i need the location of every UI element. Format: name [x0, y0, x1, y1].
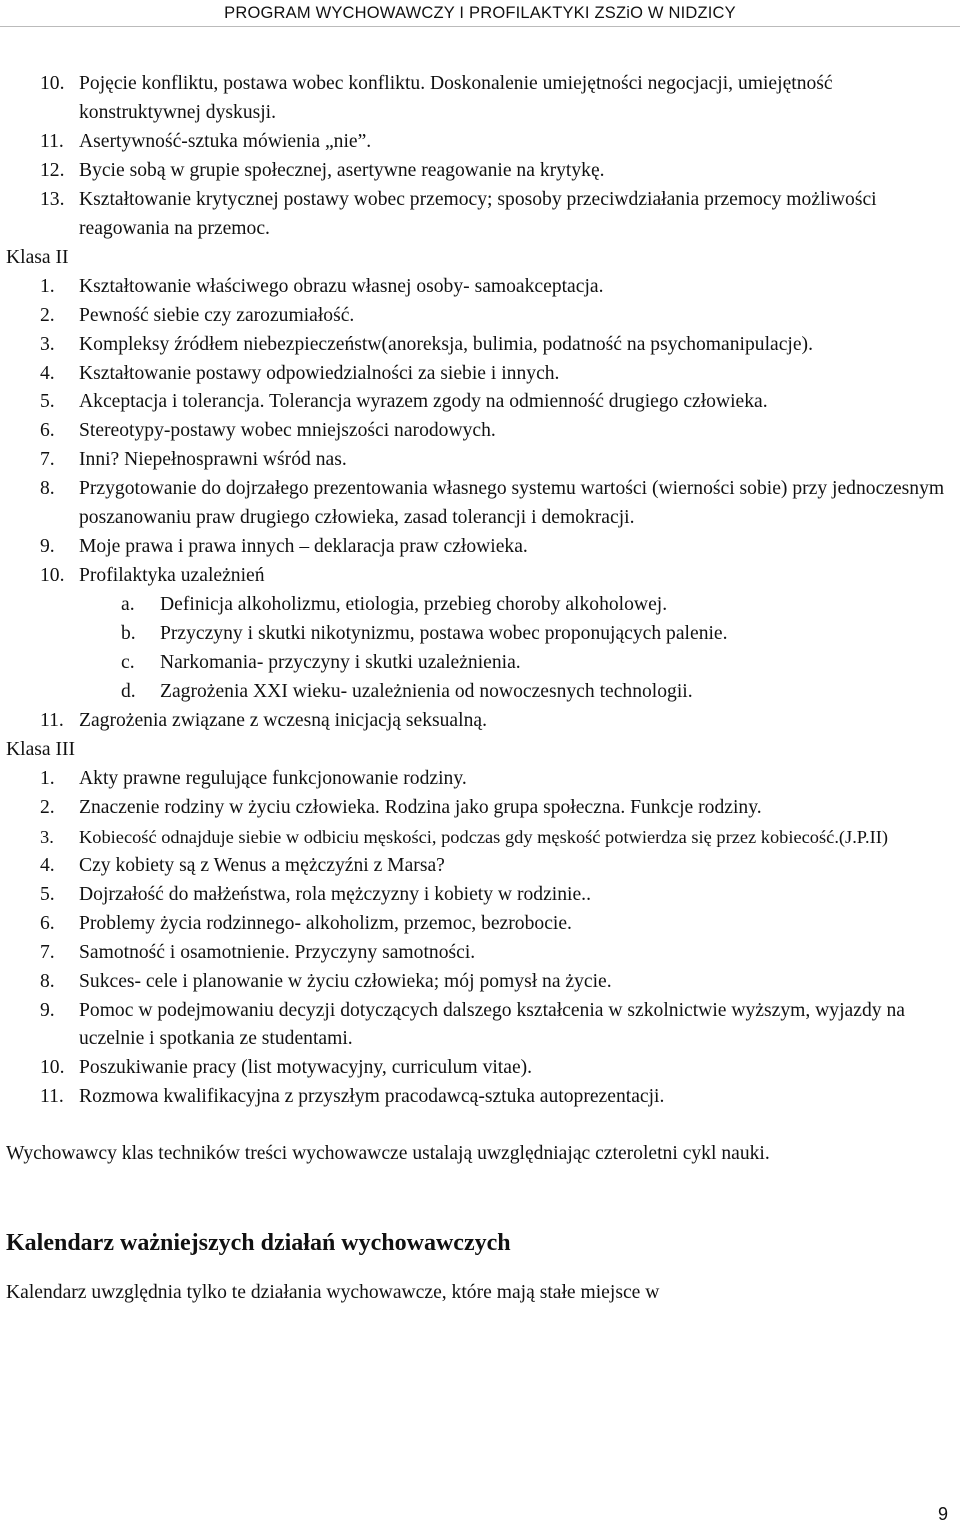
item-text: Profilaktyka uzależnień	[79, 565, 265, 587]
list-item	[6, 562, 956, 591]
item-number: 11.	[40, 130, 64, 152]
paragraph-calendar: Kalendarz uwzględnia tylko te działania wychowawcze, które mają stałe miejsce w	[6, 1282, 660, 1304]
item-text: Znaczenie rodziny w życiu człowieka. Rodzina jako grupa społeczna. Funkcje rodziny.	[79, 796, 762, 818]
list-top	[6, 70, 956, 244]
list-item	[6, 939, 956, 968]
list-item	[6, 707, 956, 736]
item-number: 3.	[40, 826, 54, 847]
paragraph-cycle: Wychowawcy klas techników treści wychowawcze ustalają uwzględniając czteroletni cykl nauki.	[6, 1143, 770, 1165]
sub-list-item	[6, 678, 956, 707]
sub-list-item	[6, 649, 956, 678]
item-text: Sukces- cele i planowanie w życiu człowieka; mój pomysł na życie.	[79, 970, 612, 992]
sub-list-item	[6, 591, 956, 620]
item-number: 4.	[40, 362, 55, 384]
item-text: Kształtowanie krytycznej postawy wobec przemocy; sposoby przeciwdziałania przemocy możliwości reagowania na przemoc.	[79, 188, 877, 239]
item-text: Asertywność-sztuka mówienia „nie”.	[79, 130, 372, 152]
item-number: 9.	[40, 999, 55, 1021]
item-text: Pojęcie konfliktu, postawa wobec konfliktu. Doskonalenie umiejętności negocjacji, umiejętność konstruktywnej dyskusji.	[79, 73, 833, 123]
item-number: 1.	[40, 275, 55, 297]
sub-list-item	[6, 620, 956, 649]
list-item	[6, 302, 956, 331]
list-item	[6, 794, 956, 823]
list-item	[6, 1083, 956, 1112]
item-text: Rozmowa kwalifikacyjna z przyszłym pracodawcą-sztuka autoprezentacji.	[79, 1086, 665, 1108]
item-number: 3.	[40, 333, 55, 355]
list-item	[6, 417, 956, 446]
list-item	[6, 70, 956, 128]
list-item	[6, 881, 956, 910]
item-text: Zagrożenia XXI wieku- uzależnienia od nowoczesnych technologii.	[160, 681, 693, 703]
item-number: 8.	[40, 478, 55, 500]
item-text: Akceptacja i tolerancja. Tolerancja wyrazem zgody na odmienność drugiego człowieka.	[79, 391, 768, 413]
item-text: Dojrzałość do małżeństwa, rola mężczyzny i kobiety w rodzinie..	[79, 883, 591, 905]
item-number: 2.	[40, 796, 55, 818]
section-heading: Kalendarz ważniejszych działań wychowawczych	[6, 1230, 511, 1257]
item-text: Pomoc w podejmowaniu decyzji dotyczących dalszego kształcenia w szkolnictwie wyższym, wyjazdy na uczelnie i spotkania ze studentami.	[79, 999, 905, 1050]
list-item	[6, 128, 956, 157]
item-letter: b.	[121, 623, 136, 645]
page-number: 9	[937, 1504, 948, 1524]
item-number: 2.	[40, 304, 55, 326]
item-number: 11.	[40, 1086, 64, 1108]
item-number: 5.	[40, 391, 55, 413]
klasa-2-title: Klasa II	[6, 246, 69, 268]
list-item	[6, 186, 956, 244]
item-text: Bycie sobą w grupie społecznej, asertywne reagowanie na krytykę.	[79, 159, 605, 181]
item-text: Definicja alkoholizmu, etiologia, przebieg choroby alkoholowej.	[160, 594, 668, 616]
item-number: 6.	[40, 912, 55, 934]
item-number: 10.	[40, 73, 65, 94]
item-text: Pewność siebie czy zarozumiałość.	[79, 304, 355, 326]
item-text: Kształtowanie postawy odpowiedzialności za siebie i innych.	[79, 362, 560, 384]
item-text: Czy kobiety są z Wenus a mężczyźni z Marsa?	[79, 854, 445, 876]
list-item	[6, 157, 956, 186]
list-item	[6, 997, 956, 1055]
list-item	[6, 331, 956, 360]
item-number: 11.	[40, 709, 64, 731]
document-body	[6, 70, 956, 1308]
item-text: Poszukiwanie pracy (list motywacyjny, curriculum vitae).	[79, 1057, 533, 1079]
item-number: 10.	[40, 1057, 65, 1079]
item-text: Zagrożenia związane z wczesną inicjacją seksualną.	[79, 709, 487, 731]
item-text: Samotność i osamotnienie. Przyczyny samotności.	[79, 941, 476, 963]
item-number: 10.	[40, 565, 65, 587]
list-item	[6, 1054, 956, 1083]
item-text: Przyczyny i skutki nikotynizmu, postawa wobec proponujących palenie.	[160, 623, 728, 645]
list-item	[6, 765, 956, 794]
item-text: Moje prawa i prawa innych – deklaracja praw człowieka.	[79, 536, 528, 558]
item-number: 13.	[40, 188, 65, 210]
item-text: Inni? Niepełnosprawni wśród nas.	[79, 449, 347, 471]
klasa-2-list	[6, 273, 956, 736]
list-item	[6, 475, 956, 533]
list-item	[6, 360, 956, 389]
item-text: Przygotowanie do dojrzałego prezentowania własnego systemu wartości (wierności sobie) przy jednoczesnym poszanowaniu praw drugiego człowieka, zasad tolerancji i demokracji.	[79, 478, 945, 529]
list-item	[6, 533, 956, 562]
list-item	[6, 823, 956, 852]
item-number: 12.	[40, 159, 65, 181]
item-number: 4.	[40, 854, 55, 876]
item-number: 7.	[40, 449, 55, 471]
page-header: PROGRAM WYCHOWAWCZY I PROFILAKTYKI ZSZiO W NIDZICY	[224, 4, 736, 22]
klasa-3-title: Klasa III	[6, 738, 76, 760]
item-number: 5.	[40, 883, 55, 905]
item-text: Problemy życia rodzinnego- alkoholizm, przemoc, bezrobocie.	[79, 912, 572, 934]
list-item	[6, 910, 956, 939]
item-number: 1.	[40, 767, 55, 789]
item-number: 8.	[40, 970, 55, 992]
item-letter: c.	[121, 652, 135, 674]
list-item	[6, 968, 956, 997]
item-text: Kształtowanie właściwego obrazu własnej osoby- samoakceptacja.	[79, 275, 604, 297]
item-text: Narkomania- przyczyny i skutki uzależnienia.	[160, 652, 521, 674]
list-item	[6, 388, 956, 417]
list-item	[6, 273, 956, 302]
item-number: 9.	[40, 536, 55, 558]
item-text: Kobiecość odnajduje siebie w odbiciu męskości, podczas gdy męskość potwierdza się przez kobiecość.(J.P.II)	[79, 826, 888, 847]
list-item	[6, 446, 956, 475]
klasa-3-list	[6, 765, 956, 1112]
item-number: 6.	[40, 420, 55, 442]
item-letter: a.	[121, 594, 135, 616]
item-letter: d.	[121, 681, 136, 703]
item-text: Akty prawne regulujące funkcjonowanie rodziny.	[79, 767, 467, 789]
header-rule	[0, 26, 960, 27]
item-number: 7.	[40, 941, 55, 963]
item-text: Kompleksy źródłem niebezpieczeństw(anoreksja, bulimia, podatność na psychomanipulacje).	[79, 333, 813, 355]
item-text: Stereotypy-postawy wobec mniejszości narodowych.	[79, 420, 496, 442]
list-item	[6, 852, 956, 881]
